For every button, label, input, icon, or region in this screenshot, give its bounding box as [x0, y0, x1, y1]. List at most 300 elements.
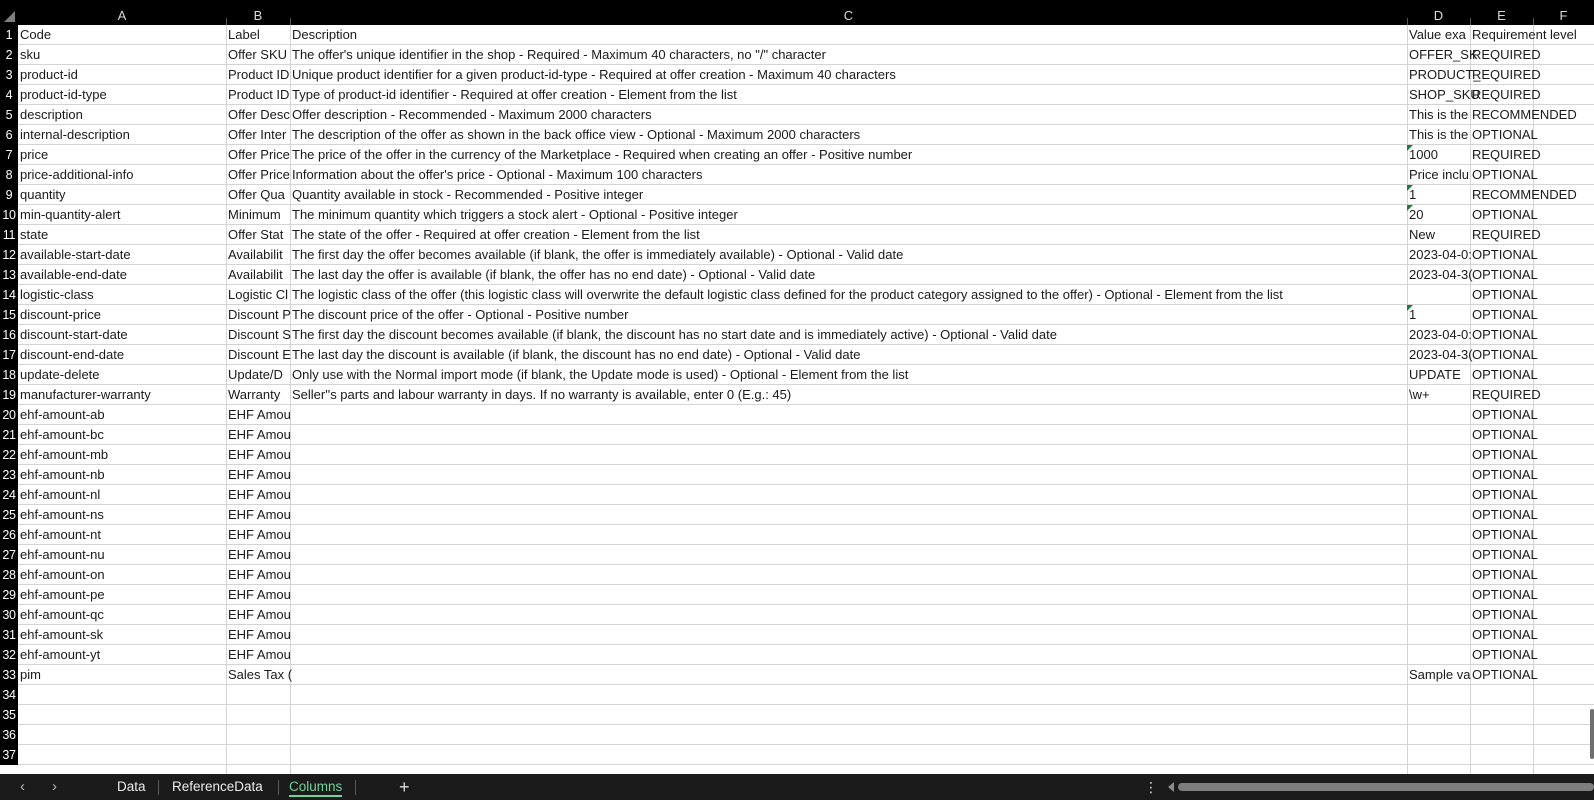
- sheet-tab-referencedata[interactable]: ReferenceData: [172, 779, 263, 794]
- cell-a[interactable]: ehf-amount-ns: [20, 507, 104, 522]
- row-header[interactable]: 24: [0, 485, 18, 505]
- cell-e[interactable]: OPTIONAL: [1472, 127, 1538, 142]
- cell-c[interactable]: [290, 685, 1407, 705]
- cell-f[interactable]: [1533, 705, 1594, 725]
- cell-c[interactable]: Unique product identifier for a given product-id-type - Required at offer creation - Maximum 40 characters: [292, 67, 896, 82]
- more-options-icon[interactable]: ⋮: [1144, 779, 1158, 795]
- cell-c[interactable]: Quantity available in stock - Recommended - Positive integer: [292, 187, 644, 202]
- cell-f[interactable]: [1533, 545, 1594, 565]
- row-header[interactable]: 14: [0, 285, 18, 305]
- cell-c[interactable]: [290, 665, 1407, 685]
- sheet-tab-data[interactable]: Data: [117, 779, 146, 794]
- cell-a[interactable]: ehf-amount-yt: [20, 647, 101, 662]
- cell-b[interactable]: EHF Amou: [228, 647, 291, 662]
- cell-a[interactable]: [18, 685, 226, 705]
- cell-c[interactable]: [290, 485, 1407, 505]
- cell-e[interactable]: REQUIRED: [1472, 47, 1541, 62]
- row-header[interactable]: 21: [0, 425, 18, 445]
- cell-c[interactable]: The description of the offer as shown in the back office view - Optional - Maximum 2000 characters: [292, 127, 861, 142]
- cell-a[interactable]: ehf-amount-nt: [20, 527, 101, 542]
- cell-c[interactable]: [290, 425, 1407, 445]
- cell-e[interactable]: OPTIONAL: [1472, 207, 1538, 222]
- cell-c[interactable]: The logistic class of the offer (this logistic class will overwrite the default logistic class defined for the product category assigned to the offer) - Optional - Element from the list: [292, 287, 1283, 302]
- cell-b[interactable]: Warranty: [228, 387, 281, 402]
- tab-separator: [278, 780, 279, 795]
- cell-f[interactable]: [1533, 345, 1594, 365]
- cell-b[interactable]: EHF Amou: [228, 427, 291, 442]
- cell-d[interactable]: [1407, 625, 1470, 645]
- cell-d[interactable]: [1407, 465, 1470, 485]
- cell-d[interactable]: [1407, 445, 1470, 465]
- row-header[interactable]: 25: [0, 505, 18, 525]
- cell-b[interactable]: EHF Amou: [228, 407, 291, 422]
- cell-f[interactable]: [1533, 205, 1594, 225]
- cell-b[interactable]: Product ID: [228, 87, 290, 102]
- cell-d[interactable]: [1407, 505, 1470, 525]
- cell-f[interactable]: [1533, 365, 1594, 385]
- cell-a[interactable]: logistic-class: [20, 287, 94, 302]
- cell-e[interactable]: Requirement level: [1472, 27, 1577, 42]
- column-header-e[interactable]: E: [1497, 8, 1506, 23]
- row-header[interactable]: 3: [0, 65, 18, 85]
- cell-b[interactable]: EHF Amou: [228, 507, 291, 522]
- table-row: [18, 505, 1594, 525]
- table-row: [18, 425, 1594, 445]
- cell-c[interactable]: [290, 605, 1407, 625]
- cell-f[interactable]: [1533, 385, 1594, 405]
- cell-e[interactable]: OPTIONAL: [1472, 367, 1538, 382]
- cell-c[interactable]: [290, 545, 1407, 565]
- cell-f[interactable]: [1533, 145, 1594, 165]
- cell-c[interactable]: The discount price of the offer - Optional - Positive number: [292, 307, 629, 322]
- cell-f[interactable]: [1533, 745, 1594, 765]
- cell-d[interactable]: PRODUCT_: [1409, 67, 1481, 82]
- column-separator[interactable]: [1533, 18, 1534, 25]
- cell-e[interactable]: OPTIONAL: [1472, 567, 1538, 582]
- cell-d[interactable]: SHOP_SKU: [1409, 87, 1480, 102]
- cell-e[interactable]: OPTIONAL: [1472, 507, 1538, 522]
- cell-e[interactable]: OPTIONAL: [1472, 587, 1538, 602]
- column-header-f[interactable]: F: [1559, 8, 1568, 23]
- cell-a[interactable]: ehf-amount-nb: [20, 467, 105, 482]
- cell-f[interactable]: [1533, 325, 1594, 345]
- cell-a[interactable]: [18, 725, 226, 745]
- chevron-left-icon[interactable]: ‹: [20, 778, 25, 795]
- cell-e[interactable]: REQUIRED: [1472, 387, 1541, 402]
- cell-f[interactable]: [1533, 165, 1594, 185]
- cell-f[interactable]: [1533, 105, 1594, 125]
- cell-b[interactable]: EHF Amou: [228, 627, 291, 642]
- cell-b[interactable]: Offer Qua: [228, 187, 285, 202]
- row-header[interactable]: 4: [0, 85, 18, 105]
- cell-e[interactable]: [1470, 705, 1533, 725]
- cell-f[interactable]: [1533, 185, 1594, 205]
- cell-c[interactable]: [290, 445, 1407, 465]
- cell-a[interactable]: min-quantity-alert: [20, 207, 121, 222]
- cell-e[interactable]: OPTIONAL: [1472, 667, 1538, 682]
- cell-d[interactable]: Price inclu: [1409, 167, 1469, 182]
- row-header[interactable]: 35: [0, 705, 18, 725]
- cell-c[interactable]: The offer's unique identifier in the shop - Required - Maximum 40 characters, no "/" character: [292, 47, 826, 62]
- cell-b[interactable]: EHF Amou: [228, 587, 291, 602]
- table-row: [18, 25, 1594, 45]
- cell-c[interactable]: The last day the offer is available (if blank, the offer has no end date) - Optional - Valid date: [292, 267, 816, 282]
- cell-d[interactable]: [1407, 425, 1470, 445]
- table-row: [18, 185, 1594, 205]
- cell-e[interactable]: RECOMMENDED: [1472, 187, 1577, 202]
- column-header-b[interactable]: B: [253, 8, 263, 23]
- cell-value: 1000: [1409, 147, 1438, 162]
- cell-b[interactable]: [226, 725, 290, 745]
- table-row: [18, 105, 1594, 125]
- cell-a[interactable]: ehf-amount-nl: [20, 487, 101, 502]
- cell-a[interactable]: manufacturer-warranty: [20, 387, 151, 402]
- cell-e[interactable]: RECOMMENDED: [1472, 107, 1577, 122]
- cell-c[interactable]: Information about the offer's price - Optional - Maximum 100 characters: [292, 167, 703, 182]
- cell-e[interactable]: OPTIONAL: [1472, 467, 1538, 482]
- cell-a[interactable]: sku: [20, 47, 41, 62]
- cell-f[interactable]: [1533, 45, 1594, 65]
- cell-d[interactable]: [1407, 725, 1470, 745]
- cell-c[interactable]: Offer description - Recommended - Maximum 2000 characters: [292, 107, 652, 122]
- cell-d[interactable]: 2023-04-3(: [1409, 267, 1473, 282]
- cell-c[interactable]: [290, 645, 1407, 665]
- row-header[interactable]: 8: [0, 165, 18, 185]
- table-row: [18, 285, 1594, 305]
- cell-b[interactable]: Availabilit: [228, 247, 283, 262]
- cell-a[interactable]: state: [20, 227, 49, 242]
- cell-a[interactable]: price: [20, 147, 49, 162]
- cell-d[interactable]: [1407, 145, 1470, 165]
- cell-f[interactable]: [1533, 85, 1594, 105]
- cell-d[interactable]: This is the: [1409, 107, 1469, 122]
- cell-e[interactable]: [1470, 685, 1533, 705]
- cell-e[interactable]: OPTIONAL: [1472, 167, 1538, 182]
- column-separator[interactable]: [226, 18, 227, 25]
- cell-a[interactable]: available-start-date: [20, 247, 131, 262]
- cell-e[interactable]: OPTIONAL: [1472, 327, 1538, 342]
- cell-a[interactable]: ehf-amount-on: [20, 567, 105, 582]
- cell-b[interactable]: Availabilit: [228, 267, 283, 282]
- cell-f[interactable]: [1533, 305, 1594, 325]
- cell-d[interactable]: [1407, 745, 1470, 765]
- cell-e[interactable]: REQUIRED: [1472, 67, 1541, 82]
- row-header[interactable]: 22: [0, 445, 18, 465]
- cell-d[interactable]: [1407, 285, 1470, 305]
- row-header[interactable]: 30: [0, 605, 18, 625]
- cell-e[interactable]: OPTIONAL: [1472, 647, 1538, 662]
- cell-c[interactable]: Description: [292, 27, 358, 42]
- row-header[interactable]: 20: [0, 405, 18, 425]
- cell-a[interactable]: update-delete: [20, 367, 100, 382]
- cell-d[interactable]: New: [1409, 227, 1436, 242]
- cell-a[interactable]: available-end-date: [20, 267, 127, 282]
- cell-f[interactable]: [1533, 25, 1594, 45]
- cell-a[interactable]: ehf-amount-bc: [20, 427, 104, 442]
- cell-f[interactable]: [1533, 585, 1594, 605]
- cell-b[interactable]: EHF Amou: [228, 467, 291, 482]
- row-header[interactable]: 6: [0, 125, 18, 145]
- cell-c[interactable]: [290, 505, 1407, 525]
- cell-c[interactable]: [290, 465, 1407, 485]
- cell-e[interactable]: [1470, 745, 1533, 765]
- cell-b[interactable]: Discount P: [228, 307, 291, 322]
- cell-d[interactable]: 2023-04-0:: [1409, 247, 1472, 262]
- cell-a[interactable]: quantity: [20, 187, 66, 202]
- cell-c[interactable]: [290, 405, 1407, 425]
- cell-a[interactable]: internal-description: [20, 127, 130, 142]
- cell-f[interactable]: [1533, 65, 1594, 85]
- cell-a[interactable]: [18, 745, 226, 765]
- row-header[interactable]: 32: [0, 645, 18, 665]
- cell-b[interactable]: EHF Amou: [228, 567, 291, 582]
- row-header[interactable]: 29: [0, 585, 18, 605]
- column-header-bar: [0, 0, 1594, 25]
- cell-f[interactable]: [1533, 425, 1594, 445]
- table-row: [18, 645, 1594, 665]
- cell-a[interactable]: ehf-amount-ab: [20, 407, 105, 422]
- row-header[interactable]: 34: [0, 685, 18, 705]
- cell-f[interactable]: [1533, 445, 1594, 465]
- cell-c[interactable]: [290, 745, 1407, 765]
- column-separator[interactable]: [1470, 18, 1471, 25]
- row-header[interactable]: 1: [0, 25, 18, 45]
- cell-b[interactable]: EHF Amou: [228, 607, 291, 622]
- table-row: [18, 145, 1594, 165]
- cell-a[interactable]: ehf-amount-mb: [20, 447, 109, 462]
- cell-c[interactable]: The first day the discount becomes available (if blank, the discount has no start date and is immediately active) - Optional - Valid date: [292, 327, 1057, 342]
- cell-e[interactable]: OPTIONAL: [1472, 247, 1538, 262]
- cell-b[interactable]: EHF Amou: [228, 547, 291, 562]
- cell-c[interactable]: [290, 705, 1407, 725]
- cell-a[interactable]: description: [20, 107, 83, 122]
- cell-b[interactable]: Offer SKU: [228, 47, 288, 62]
- cell-f[interactable]: [1533, 245, 1594, 265]
- cell-e[interactable]: REQUIRED: [1472, 87, 1541, 102]
- table-row: [18, 365, 1594, 385]
- cell-a[interactable]: ehf-amount-sk: [20, 627, 104, 642]
- cell-b[interactable]: Product ID: [228, 67, 290, 82]
- row-header[interactable]: 7: [0, 145, 18, 165]
- row-header[interactable]: 16: [0, 325, 18, 345]
- cell-a[interactable]: pim: [20, 667, 41, 682]
- cell-f[interactable]: [1533, 485, 1594, 505]
- cell-a[interactable]: discount-start-date: [20, 327, 128, 342]
- row-header[interactable]: 10: [0, 205, 18, 225]
- cell-d[interactable]: Sample va: [1409, 667, 1471, 682]
- cell-c[interactable]: The minimum quantity which triggers a stock alert - Optional - Positive integer: [292, 207, 738, 222]
- cell-b[interactable]: [226, 745, 290, 765]
- cell-f[interactable]: [1533, 265, 1594, 285]
- cell-e[interactable]: OPTIONAL: [1472, 307, 1538, 322]
- cell-e[interactable]: REQUIRED: [1472, 147, 1541, 162]
- row-header[interactable]: 28: [0, 565, 18, 585]
- cell-c[interactable]: [290, 525, 1407, 545]
- cell-e[interactable]: OPTIONAL: [1472, 427, 1538, 442]
- row-header[interactable]: 13: [0, 265, 18, 285]
- table-row: [18, 85, 1594, 105]
- column-header-c[interactable]: C: [843, 8, 854, 23]
- horizontal-scrollbar[interactable]: [1178, 783, 1594, 791]
- row-header[interactable]: 36: [0, 725, 18, 745]
- cell-d[interactable]: 2023-04-3(: [1409, 347, 1473, 362]
- cell-e[interactable]: OPTIONAL: [1472, 547, 1538, 562]
- cell-b[interactable]: [226, 685, 290, 705]
- cell-b[interactable]: Discount S: [228, 327, 291, 342]
- cell-f[interactable]: [1533, 125, 1594, 145]
- cell-b[interactable]: EHF Amou: [228, 487, 291, 502]
- column-separator[interactable]: [1407, 18, 1408, 25]
- row-header[interactable]: 26: [0, 525, 18, 545]
- cell-c[interactable]: Seller''s parts and labour warranty in days. If no warranty is available, enter 0 (E.g.: 45): [292, 387, 792, 402]
- row-header[interactable]: 9: [0, 185, 18, 205]
- cell-f[interactable]: [1533, 505, 1594, 525]
- cell-a[interactable]: ehf-amount-nu: [20, 547, 105, 562]
- row-header[interactable]: 37: [0, 745, 18, 765]
- cell-c[interactable]: The last day the discount is available (if blank, the discount has no end date) - Optional - Valid date: [292, 347, 861, 362]
- cell-c[interactable]: Only use with the Normal import mode (if blank, the Update mode is used) - Optional - Element from the list: [292, 367, 909, 382]
- cell-f[interactable]: [1533, 645, 1594, 665]
- cell-a[interactable]: product-id-type: [20, 87, 107, 102]
- cell-value: 1: [1409, 307, 1417, 322]
- cell-f[interactable]: [1533, 665, 1594, 685]
- cell-a[interactable]: ehf-amount-qc: [20, 607, 104, 622]
- cell-f[interactable]: [1533, 605, 1594, 625]
- cell-b[interactable]: Minimum: [228, 207, 281, 222]
- cell-d[interactable]: [1407, 685, 1470, 705]
- row-header[interactable]: 33: [0, 665, 18, 685]
- cell-c[interactable]: Type of product-id identifier - Required at offer creation - Element from the list: [292, 87, 737, 102]
- cell-c[interactable]: The first day the offer becomes available (if blank, the offer is immediately available) - Optional - Valid date: [292, 247, 904, 262]
- vertical-scrollbar[interactable]: [1590, 709, 1594, 759]
- row-header[interactable]: 2: [0, 45, 18, 65]
- cell-b[interactable]: [226, 705, 290, 725]
- cell-d[interactable]: [1407, 485, 1470, 505]
- cell-f[interactable]: [1533, 405, 1594, 425]
- cell-d[interactable]: \w+: [1409, 387, 1430, 402]
- row-header[interactable]: 23: [0, 465, 18, 485]
- cell-b[interactable]: EHF Amou: [228, 447, 291, 462]
- cell-f[interactable]: [1533, 525, 1594, 545]
- cell-b[interactable]: EHF Amou: [228, 527, 291, 542]
- cell-d[interactable]: 2023-04-0:: [1409, 327, 1472, 342]
- table-row: [18, 545, 1594, 565]
- cell-b[interactable]: Offer Desc: [228, 107, 290, 122]
- cell-f[interactable]: [1533, 225, 1594, 245]
- cell-d[interactable]: [1407, 565, 1470, 585]
- cell-d[interactable]: [1407, 545, 1470, 565]
- cell-a[interactable]: discount-price: [20, 307, 101, 322]
- row-header[interactable]: 17: [0, 345, 18, 365]
- cell-b[interactable]: Update/D: [228, 367, 283, 382]
- column-header-d[interactable]: D: [1433, 8, 1444, 23]
- cell-e[interactable]: REQUIRED: [1472, 227, 1541, 242]
- cell-e[interactable]: OPTIONAL: [1472, 607, 1538, 622]
- cell-a[interactable]: ehf-amount-pe: [20, 587, 105, 602]
- cell-b[interactable]: Offer Stat: [228, 227, 284, 242]
- cell-e[interactable]: OPTIONAL: [1472, 627, 1538, 642]
- cell-c[interactable]: The state of the offer - Required at offer creation - Element from the list: [292, 227, 700, 242]
- cell-b[interactable]: Discount E: [228, 347, 291, 362]
- cell-f[interactable]: [1533, 625, 1594, 645]
- cell-d[interactable]: [1407, 185, 1470, 205]
- row-header[interactable]: 12: [0, 245, 18, 265]
- cell-d[interactable]: UPDATE: [1409, 367, 1461, 382]
- cell-e[interactable]: OPTIONAL: [1472, 287, 1538, 302]
- plus-icon[interactable]: +: [399, 777, 410, 797]
- cell-a[interactable]: product-id: [20, 67, 78, 82]
- row-header[interactable]: 5: [0, 105, 18, 125]
- row-header[interactable]: 31: [0, 625, 18, 645]
- cell-b[interactable]: Offer Price: [228, 147, 290, 162]
- cell-e[interactable]: OPTIONAL: [1472, 487, 1538, 502]
- column-header-a[interactable]: A: [117, 8, 127, 23]
- cell-b[interactable]: Offer Price: [228, 167, 290, 182]
- cell-d[interactable]: [1407, 305, 1470, 325]
- cell-f[interactable]: [1533, 685, 1594, 705]
- cell-b[interactable]: Offer Inter: [228, 127, 287, 142]
- select-all-corner[interactable]: [0, 0, 18, 25]
- cell-c[interactable]: The price of the offer in the currency of the Marketplace - Required when creating an offer - Positive number: [292, 147, 913, 162]
- table-row: [18, 665, 1594, 685]
- cell-e[interactable]: OPTIONAL: [1472, 527, 1538, 542]
- chevron-right-icon[interactable]: ›: [52, 778, 57, 795]
- cell-a[interactable]: discount-end-date: [20, 347, 125, 362]
- cell-e[interactable]: [1470, 725, 1533, 745]
- cell-c[interactable]: [290, 585, 1407, 605]
- cell-e[interactable]: OPTIONAL: [1472, 267, 1538, 282]
- cell-d[interactable]: [1407, 605, 1470, 625]
- tab-separator: [158, 780, 159, 795]
- cell-f[interactable]: [1533, 285, 1594, 305]
- row-header[interactable]: 11: [0, 225, 18, 245]
- cell-a[interactable]: Code: [20, 27, 52, 42]
- cell-c[interactable]: [290, 725, 1407, 745]
- row-header[interactable]: 15: [0, 305, 18, 325]
- cell-e[interactable]: OPTIONAL: [1472, 447, 1538, 462]
- cell-d[interactable]: Value exa: [1409, 27, 1466, 42]
- cell-d[interactable]: This is the: [1409, 127, 1469, 142]
- cell-d[interactable]: [1407, 645, 1470, 665]
- cell-b[interactable]: Label: [228, 27, 260, 42]
- cell-value: 20: [1409, 207, 1424, 222]
- cell-e[interactable]: OPTIONAL: [1472, 347, 1538, 362]
- cell-a[interactable]: [18, 705, 226, 725]
- cell-a[interactable]: price-additional-info: [20, 167, 134, 182]
- cell-c[interactable]: [290, 565, 1407, 585]
- cell-d[interactable]: [1407, 705, 1470, 725]
- cell-f[interactable]: [1533, 725, 1594, 745]
- cell-d[interactable]: [1407, 205, 1470, 225]
- row-header[interactable]: 18: [0, 365, 18, 385]
- cell-e[interactable]: OPTIONAL: [1472, 407, 1538, 422]
- cell-f[interactable]: [1533, 565, 1594, 585]
- row-header[interactable]: 27: [0, 545, 18, 565]
- row-header[interactable]: 19: [0, 385, 18, 405]
- cell-b[interactable]: Logistic Cl: [228, 287, 288, 302]
- cell-d[interactable]: [1407, 405, 1470, 425]
- cell-d[interactable]: [1407, 585, 1470, 605]
- scroll-left-icon[interactable]: [1168, 782, 1174, 792]
- cell-b[interactable]: Sales Tax (: [228, 667, 293, 682]
- column-separator[interactable]: [290, 18, 291, 25]
- cell-d[interactable]: OFFER_SK: [1409, 47, 1478, 62]
- cell-c[interactable]: [290, 625, 1407, 645]
- table-row: [18, 625, 1594, 645]
- cell-d[interactable]: [1407, 525, 1470, 545]
- cell-f[interactable]: [1533, 465, 1594, 485]
- sheet-tab-columns[interactable]: [289, 774, 342, 800]
